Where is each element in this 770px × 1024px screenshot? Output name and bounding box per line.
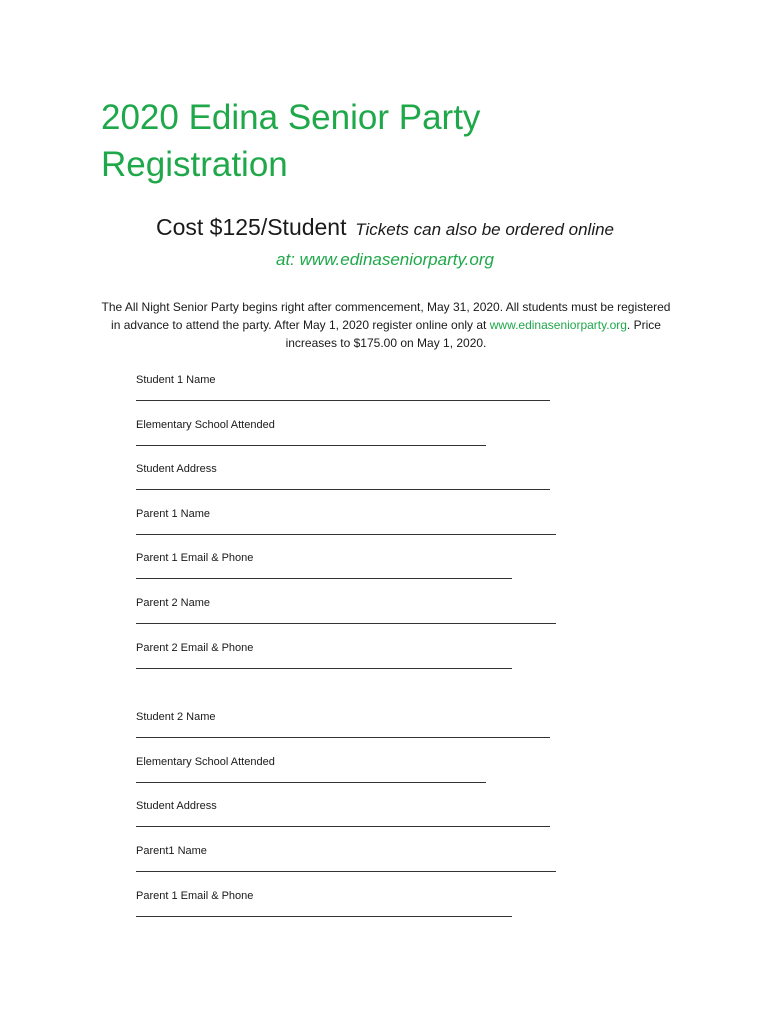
field-label: Student Address — [136, 800, 217, 812]
form-field — [136, 890, 512, 917]
title-line-2: Registration — [101, 145, 288, 184]
form-field — [136, 845, 556, 872]
form-field — [136, 642, 512, 669]
page-title — [101, 94, 661, 188]
form-field — [136, 711, 550, 738]
field-line[interactable] — [136, 737, 550, 738]
form-field — [136, 508, 556, 535]
field-label: Parent 1 Email & Phone — [136, 890, 254, 902]
field-label: Parent1 Name — [136, 845, 207, 857]
form-field — [136, 597, 556, 624]
field-line[interactable] — [136, 534, 556, 535]
title-line-1: 2020 Edina Senior Party — [101, 98, 481, 137]
intro-paragraph — [100, 298, 672, 352]
form-field — [136, 800, 550, 827]
intro-link[interactable]: www.edinaseniorparty.org — [489, 318, 627, 332]
field-label: Student Address — [136, 463, 217, 475]
field-label: Elementary School Attended — [136, 419, 275, 431]
field-label: Parent 1 Name — [136, 508, 210, 520]
cost-url-link[interactable]: www.edinaseniorparty.org — [299, 250, 494, 269]
cost-main: Cost $125/Student — [155, 214, 347, 240]
field-line[interactable] — [136, 445, 486, 446]
field-line[interactable] — [136, 871, 556, 872]
form-field — [136, 374, 550, 401]
field-line[interactable] — [136, 489, 550, 490]
intro-text-before: The All Night Senior Party begins right after commencement, May 31, 2020. All students must be registered in advance to attend the party. After May 1, 2020 register online only at — [101, 300, 671, 332]
field-label: Parent 1 Email & Phone — [136, 552, 254, 564]
online-note: Tickets can also be ordered online — [355, 220, 615, 239]
field-line[interactable] — [136, 578, 512, 579]
form-field — [136, 419, 486, 446]
intro-text-after: . Price increases to $175.00 on May 1, 2020. — [285, 318, 661, 350]
field-label: Student 2 Name — [136, 711, 216, 723]
field-line[interactable] — [136, 782, 486, 783]
field-line[interactable] — [136, 668, 512, 669]
field-label: Elementary School Attended — [136, 756, 275, 768]
at-label: at: — [276, 250, 295, 269]
cost-line — [0, 214, 770, 241]
field-line[interactable] — [136, 623, 556, 624]
field-line[interactable] — [136, 826, 550, 827]
form-field — [136, 552, 512, 579]
field-label: Parent 2 Email & Phone — [136, 642, 254, 654]
cost-url-line — [0, 250, 770, 270]
field-label: Student 1 Name — [136, 374, 216, 386]
field-line[interactable] — [136, 916, 512, 917]
form-field — [136, 756, 486, 783]
form-field — [136, 463, 550, 490]
field-line[interactable] — [136, 400, 550, 401]
field-label: Parent 2 Name — [136, 597, 210, 609]
